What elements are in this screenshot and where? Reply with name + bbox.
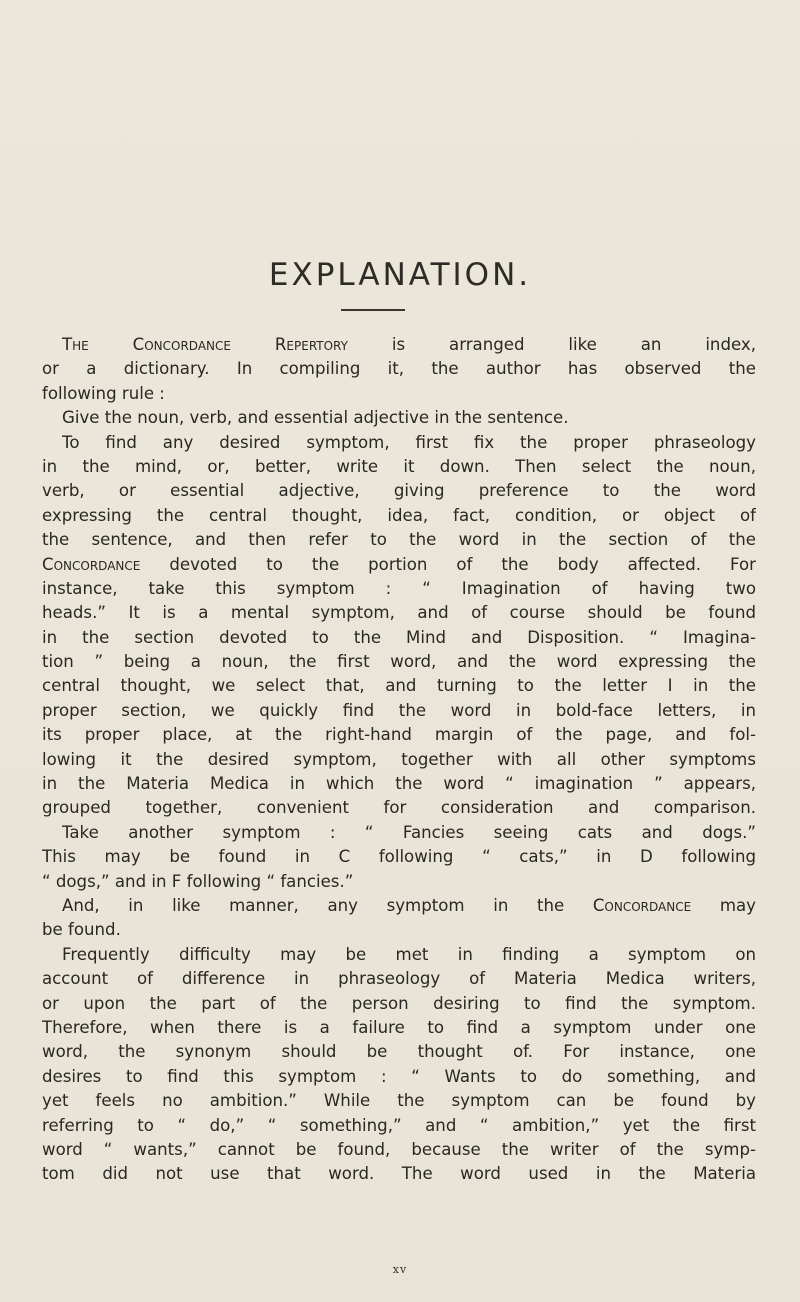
text-line: the sentence, and then refer to the word in the section of the bbox=[42, 530, 756, 550]
text-line: proper section, we quickly find the word in bold-face letters, in bbox=[42, 700, 756, 720]
text-line: following rule : bbox=[42, 383, 165, 403]
text-line: in the Materia Medica in which the word “ imagination ” appears, bbox=[42, 774, 756, 794]
text-line: Frequently difficulty may be met in finding a symptom on bbox=[62, 944, 756, 964]
text-line: grouped together, convenient for consideration and comparison. bbox=[42, 798, 756, 818]
title-rule bbox=[341, 309, 405, 311]
text-line: account of difference in phraseology of Materia Medica writers, bbox=[42, 969, 756, 989]
text-line: in the section devoted to the Mind and Disposition. “ Imagina- bbox=[42, 627, 756, 647]
text-line: yet feels no ambition.” While the symptom can be found by bbox=[42, 1091, 756, 1111]
text-line: heads.” It is a mental symptom, and of course should be found bbox=[42, 603, 756, 623]
text-line: verb, or essential adjective, giving preference to the word bbox=[42, 481, 756, 501]
body-text bbox=[42, 333, 756, 1187]
text-line: desires to find this symptom : “ Wants to do something, and bbox=[42, 1066, 756, 1086]
text-line: in the mind, or, better, write it down. Then select the noun, bbox=[42, 456, 756, 476]
page-title: EXPLANATION. bbox=[268, 257, 532, 293]
text-line: “ dogs,” and in F following “ fancies.” bbox=[42, 871, 354, 891]
text-line: And, in like manner, any symptom in the Concordance may bbox=[62, 895, 756, 915]
text-line: Therefore, when there is a failure to find a symptom under one bbox=[42, 1017, 756, 1037]
page-number: xv bbox=[392, 1263, 408, 1276]
text-line: central thought, we select that, and turning to the letter I in the bbox=[42, 676, 756, 696]
text-line: be found. bbox=[42, 920, 121, 940]
text-line: lowing it the desired symptom, together with all other symptoms bbox=[42, 749, 756, 769]
text-line: word, the synonym should be thought of. For instance, one bbox=[42, 1042, 756, 1062]
text-line: Concordance devoted to the portion of the body affected. For bbox=[42, 554, 756, 574]
text-line: tion ” being a noun, the first word, and the word expressing the bbox=[42, 652, 756, 672]
text-line: or a dictionary. In compiling it, the author has observed the bbox=[42, 359, 756, 379]
text-line: instance, take this symptom : “ Imagination of having two bbox=[42, 578, 756, 598]
text-line: The Concordance Repertory is arranged like an index, bbox=[62, 335, 756, 354]
text-line: its proper place, at the right-hand margin of the page, and fol- bbox=[42, 725, 756, 745]
text-line: referring to “ do,” “ something,” and “ ambition,” yet the first bbox=[42, 1115, 756, 1135]
text-line: or upon the part of the person desiring to find the symptom. bbox=[42, 993, 756, 1013]
text-line: Take another symptom : “ Fancies seeing cats and dogs.” bbox=[62, 822, 756, 842]
text-line: This may be found in C following “ cats,” in D following bbox=[42, 847, 756, 867]
text-line: word “ wants,” cannot be found, because the writer of the symp- bbox=[42, 1139, 756, 1159]
text-line: Give the noun, verb, and essential adjective in the sentence. bbox=[62, 408, 569, 428]
text-line: To find any desired symptom, first fix the proper phraseology bbox=[62, 432, 756, 452]
text-line: tom did not use that word. The word used in the Materia bbox=[42, 1164, 756, 1184]
text-line: expressing the central thought, idea, fact, condition, or object of bbox=[42, 505, 756, 525]
